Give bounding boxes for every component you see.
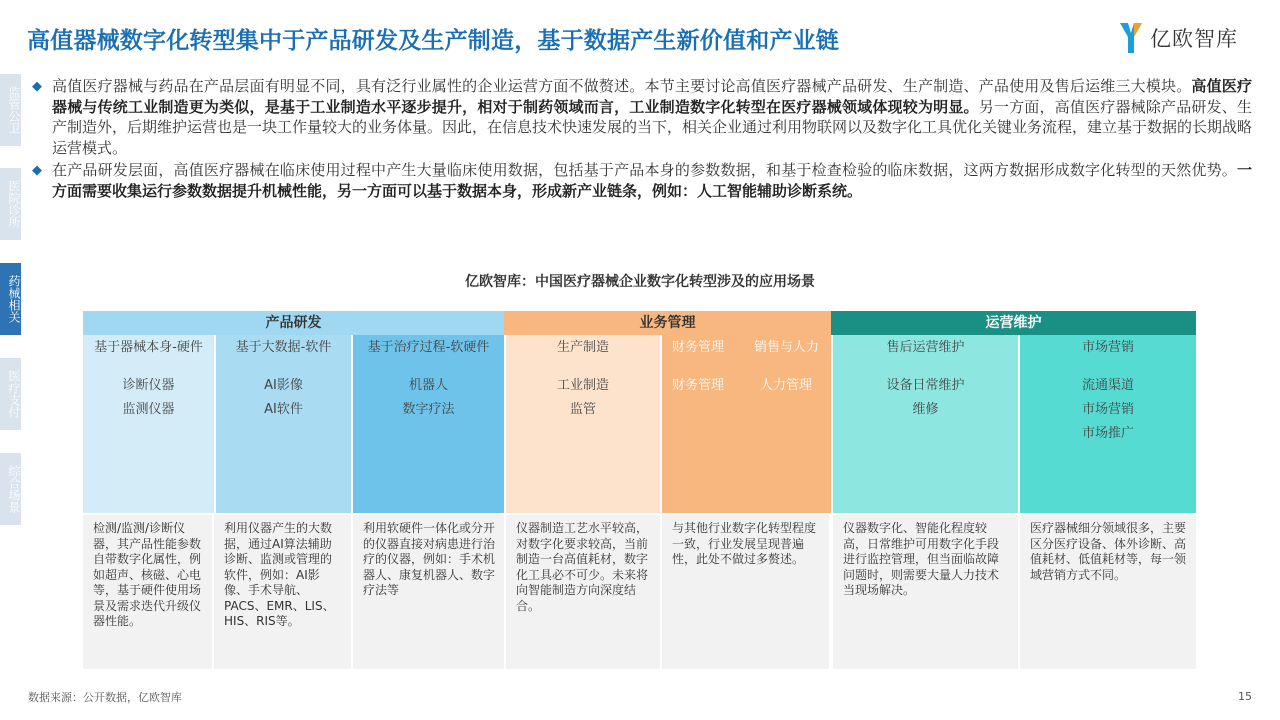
side-tab-supervision[interactable] — [0, 74, 21, 146]
column-header: 基于治疗过程-软硬件 — [353, 335, 504, 361]
column-description: 利用软硬件一体化或分开的仪器直接对病患进行治疗的仪器，例如：手术机器人、康复机器人、数字疗法等 — [353, 515, 504, 669]
chart-title: 亿欧智库：中国医疗器械企业数字化转型涉及的应用场景 — [465, 274, 815, 290]
logo-icon — [1118, 21, 1144, 55]
side-tab-label: 监管公卫 — [7, 86, 21, 134]
column-description: 检测/监测/诊断仪器，其产品性能参数自带数字化属性，例如超声、核磁、心电等，基于硬件使用场景及需求迭代升级仪器性能。 — [83, 515, 212, 669]
side-tab-integrated[interactable] — [0, 453, 21, 525]
side-tab-label: 医疗支付 — [7, 370, 21, 418]
column-header: 财务管理 销售与人力 — [662, 335, 831, 361]
diamond-bullet-icon: ◆ — [32, 79, 42, 94]
side-tab-label: 医院诊所 — [7, 180, 21, 228]
column-description: 医疗器械细分领域很多，主要区分医疗设备、体外诊断、高值耗材、低值耗材等，每一领域营销方式不同。 — [1020, 515, 1196, 669]
column-description: 与其他行业数字化转型程度一致，行业发展呈现普遍性，此处不做过多赘述。 — [662, 515, 829, 669]
column-header: 基于器械本身-硬件 — [83, 335, 214, 361]
column-items: 诊断仪器 监测仪器 — [83, 361, 214, 513]
column-items: 设备日常维护 维修 — [833, 361, 1018, 513]
column-description: 利用仪器产生的大数据，通过AI算法辅助诊断、监测或管理的软件，例如：AI影像、手术导航、PACS、EMR、LIS、HIS、RIS等。 — [214, 515, 351, 669]
side-tab-label: 综合场景 — [7, 465, 21, 513]
column-items: 机器人 数字疗法 — [353, 361, 504, 513]
data-source-note: 数据来源：公开数据，亿欧智库 — [28, 691, 182, 704]
bullet-text: 高值医疗器械与药品在产品层面有明显不同，具有泛行业属性的企业运营方面不做赘述。本节主要讨论高值医疗器械产品研发、生产制造、产品使用及售后运维三大模块。高值医疗器械与传统工业制造更为类似，是基于工业制造水平逐步提升，相对于制药领域而言，工业制造数字化转型在医疗器械领域体现较为明显。另一方面，高值医疗器械除产品研发、生产制造外，后期维护运营也是一块工作量较大的业务体量。因此，在信息技术快速发展的当下，相关企业通过利用物联网以及数字化工具优化关键业务流程，建立基于数据的长期战略运营模式。 — [52, 77, 1253, 157]
side-tab-hospital[interactable] — [0, 168, 21, 240]
side-tab-label: 药械相关 — [7, 275, 21, 323]
bullet-item — [32, 160, 1252, 201]
column-items: 财务管理 人力管理 — [662, 361, 831, 513]
column-description: 仪器制造工艺水平较高，对数字化要求较高，当前制造一台高值耗材，数字化工具必不可少。未来将向智能制造方向深度结合。 — [506, 515, 660, 669]
column-header: 基于大数据-软件 — [216, 335, 351, 361]
column-items: 工业制造 监管 — [506, 361, 660, 513]
scenario-table — [83, 311, 1196, 669]
column-items: 流通渠道 市场营销 市场推广 — [1020, 361, 1196, 513]
page-number: 15 — [1238, 690, 1252, 703]
bullet-item — [32, 76, 1252, 158]
group-header-operations: 运营维护 — [831, 311, 1196, 335]
logo — [1118, 20, 1238, 56]
logo-text: 亿欧智库 — [1150, 27, 1238, 51]
column-items: AI影像 AI软件 — [216, 361, 351, 513]
group-header-business: 业务管理 — [504, 311, 831, 335]
column-header: 售后运营维护 — [833, 335, 1018, 361]
bullet-text: 在产品研发层面，高值医疗器械在临床使用过程中产生大量临床使用数据，包括基于产品本身的参数数据，和基于检查检验的临床数据，这两方数据形成数字化转型的天然优势。一方面需要收集运行参数数据提升机械性能，另一方面可以基于数据本身，形成新产业链条，例如：人工智能辅助诊断系统。 — [52, 161, 1252, 200]
column-description: 仪器数字化、智能化程度较高，日常维护可用数字化手段进行监控管理，但当面临故障问题时，则需要大量人力技术当现场解决。 — [833, 515, 1018, 669]
column-header: 生产制造 — [506, 335, 660, 361]
side-tab-payment[interactable] — [0, 358, 21, 430]
bullet-list — [32, 76, 1252, 203]
page-title: 高值器械数字化转型集中于产品研发及生产制造，基于数据产生新价值和产业链 — [27, 28, 839, 54]
group-header-rnd: 产品研发 — [83, 311, 504, 335]
column-header: 市场营销 — [1020, 335, 1196, 361]
diamond-bullet-icon: ◆ — [32, 163, 42, 178]
